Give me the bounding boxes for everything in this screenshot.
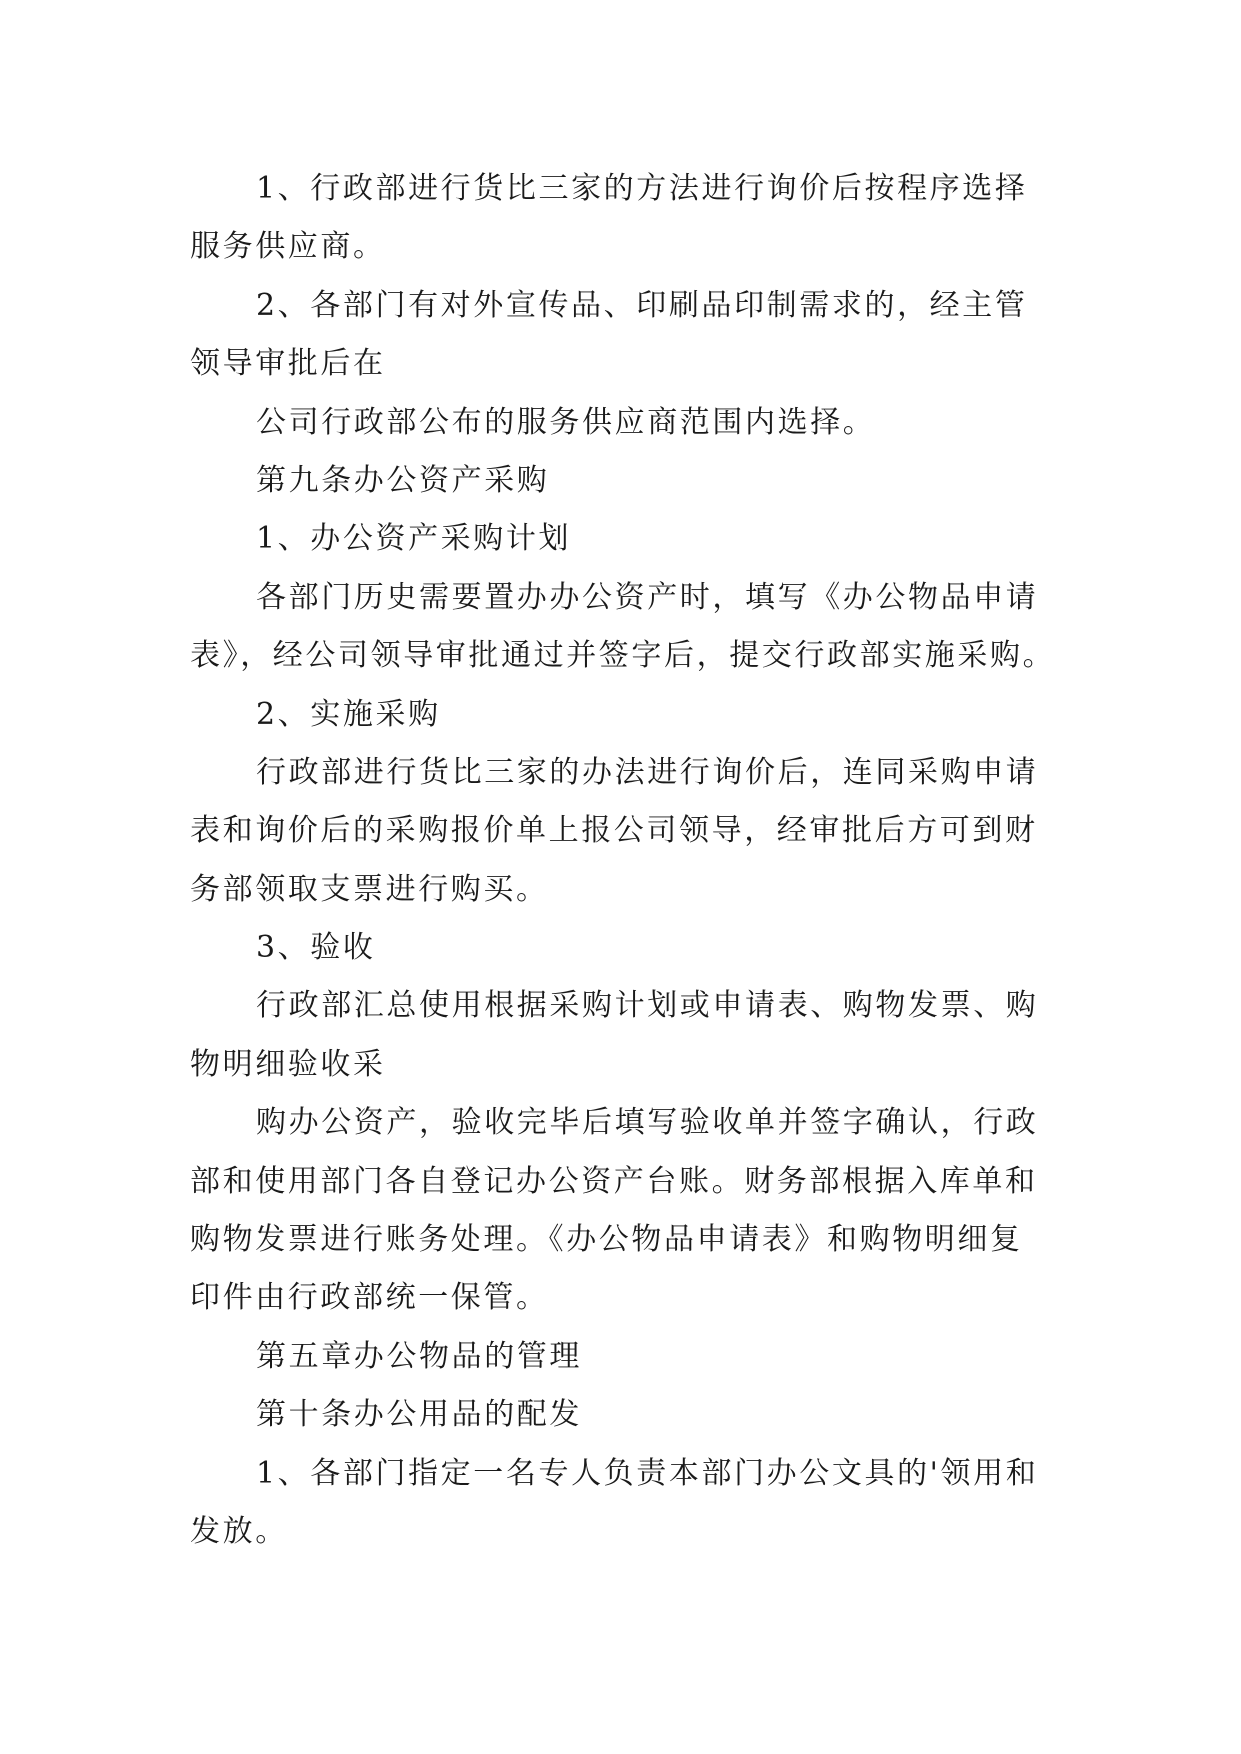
paragraph-line: 2、各部门有对外宣传品、印刷品印制需求的，经主管 — [256, 287, 1028, 323]
paragraph-line: 购物发票进行账务处理。《办公物品申请表》和购物明细复 — [190, 1222, 1023, 1258]
paragraph-line: 发放。 — [190, 1513, 288, 1549]
paragraph-line: 印件由行政部统一保管。 — [190, 1280, 549, 1316]
paragraph-line: 行政部进行货比三家的办法进行询价后，连同采购申请 — [256, 754, 1039, 790]
document-body — [190, 160, 1070, 1561]
paragraph-line: 表和询价后的采购报价单上报公司领导，经审批后方可到财 — [190, 813, 1038, 849]
paragraph-line: 领导审批后在 — [190, 346, 386, 382]
paragraph-line: 服务供应商。 — [190, 229, 386, 265]
sub-heading: 3、验收 — [256, 930, 376, 966]
paragraph-line: 务部领取支票进行购买。 — [190, 871, 549, 907]
paragraph-line: 物明细验收采 — [190, 1046, 386, 1082]
article-heading: 第九条办公资产采购 — [256, 462, 550, 498]
chapter-heading: 第五章办公物品的管理 — [256, 1338, 582, 1374]
sub-heading: 1、办公资产采购计划 — [256, 521, 572, 557]
paragraph-line: 1、行政部进行货比三家的方法进行询价后按程序选择 — [256, 171, 1028, 206]
article-heading: 第十条办公用品的配发 — [256, 1397, 582, 1433]
paragraph-line: 表》，经公司领导审批通过并签字后，提交行政部实施采购。 — [190, 638, 1056, 674]
paragraph-line: 行政部汇总使用根据采购计划或申请表、购物发票、购 — [256, 988, 1039, 1024]
paragraph-line: 部和使用部门各自登记办公资产台账。财务部根据入库单和 — [190, 1163, 1038, 1199]
paragraph-line: 1、各部门指定一名专人负责本部门办公文具的'领用和 — [256, 1455, 1039, 1491]
paragraph-line: 各部门历史需要置办办公资产时，填写《办公物品申请 — [256, 579, 1039, 615]
sub-heading: 2、实施采购 — [256, 696, 441, 732]
paragraph-line: 购办公资产，验收完毕后填写验收单并签字确认，行政 — [256, 1105, 1039, 1141]
paragraph-line: 公司行政部公布的服务供应商范围内选择。 — [256, 404, 876, 440]
